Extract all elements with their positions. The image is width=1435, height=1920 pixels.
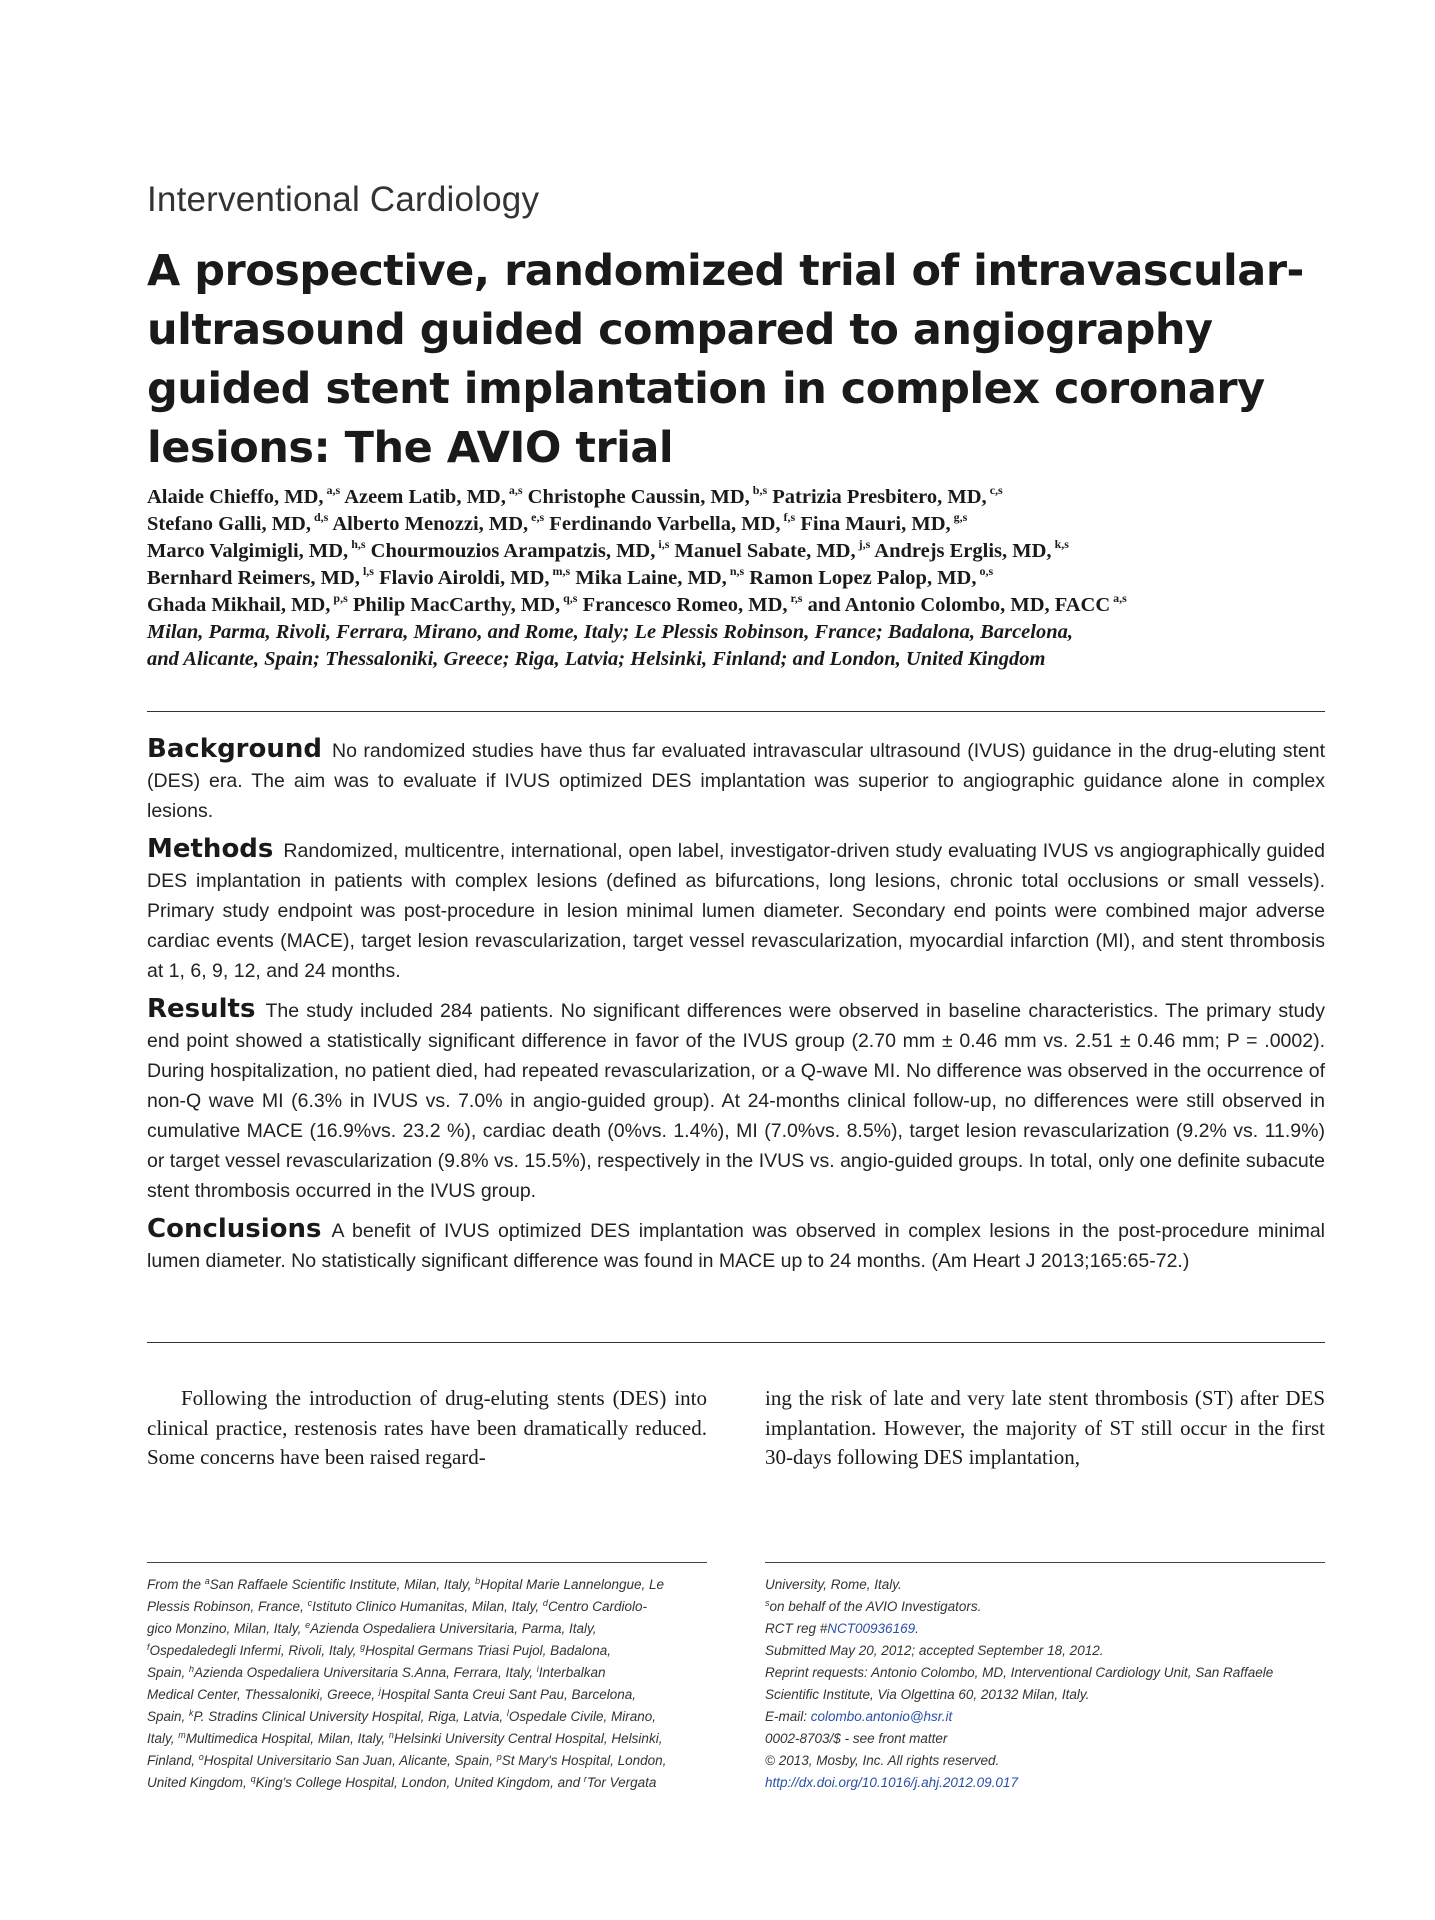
footnote-text: King's College Hospital, London, United Kingdom, and <box>255 1775 584 1790</box>
abstract-results-heading: Results <box>147 994 256 1024</box>
footnote-text: San Raffaele Scientific Institute, Milan, Italy, <box>209 1577 476 1592</box>
footnote-text: Ospedaledegli Infermi, Rivoli, Italy, <box>149 1643 361 1658</box>
footnote-text: Helsinki University Central Hospital, Helsinki, <box>393 1731 663 1746</box>
body-column-left: Following the introduction of drug-eluting stents (DES) into clinical practice, restenosis rates have been dramatically reduced. Some concerns have been raised regard- <box>147 1386 707 1469</box>
footnote-superscript: d <box>542 1598 548 1608</box>
footnote-line <box>147 1772 707 1794</box>
author-affiliation-marker: c,s <box>986 483 1003 497</box>
author-line <box>147 592 1347 619</box>
footnote-submission-dates: Submitted May 20, 2012; accepted September 18, 2012. <box>765 1643 1104 1658</box>
footnote-text: Tor Vergata <box>586 1775 657 1790</box>
footnote-superscript: c <box>307 1598 313 1608</box>
footnote-line <box>147 1596 707 1618</box>
footnote-superscript: n <box>388 1730 394 1740</box>
abstract <box>147 734 1325 1284</box>
footnote-superscript: l <box>506 1708 509 1718</box>
footnote-university: University, Rome, Italy. <box>765 1577 902 1592</box>
footnote-text: Azienda Ospedaliera Universitaria S.Anna, Ferrara, Italy, <box>194 1665 537 1680</box>
author-affiliation-marker: a,s <box>323 483 341 497</box>
abstract-results-text: The study included 284 patients. No significant differences were observed in baseline characteristics. The primary study end point showed a statistically significant difference in favor of the IVUS group (2.70 mm ± 0.46 mm vs. 2.51 ± 0.46 mm; P = .0002). During hospitalization, no patient died, had repeated revascularization, or a Q-wave MI. No difference was observed in the occurrence of non-Q wave MI (6.3% in IVUS vs. 7.0% in angio-guided group). At 24-months clinical follow-up, no differences were still observed in cumulative MACE (16.9%vs. 23.2 %), cardiac death (0%vs. 1.4%), MI (7.0%vs. 8.5%), target lesion revascularization (9.2% vs. 11.9%) or target vessel revascularization (9.8% vs. 15.5%), respectively in the IVUS vs. angio-guided groups. In total, only one definite subacute stent thrombosis occurred in the IVUS group. <box>147 1000 1325 1202</box>
author-name: Manuel Sabate, MD, <box>674 540 856 562</box>
author-name: Christophe Caussin, MD, <box>527 486 750 508</box>
author-affiliation-marker: a,s <box>505 483 523 497</box>
rct-link[interactable]: NCT00936169 <box>827 1621 916 1636</box>
footnote-text: Interbalkan <box>538 1665 606 1680</box>
abstract-conclusions-heading: Conclusions <box>147 1214 322 1244</box>
author-affiliation-marker: a,s <box>1110 591 1127 605</box>
abstract-methods-text: Randomized, multicentre, international, open label, investigator-driven study evaluating IVUS vs angiographically guided DES implantation in patients with complex lesions (defined as bifurcations, long lesions, chronic total occlusions or small vessels). Primary study endpoint was post-procedure in lesion minimal lumen diameter. Secondary end points were combined major adverse cardiac events (MACE), target lesion revascularization, target vessel revascularization, myocardial infarction (MI), and stent thrombosis at 1, 6, 9, 12, and 24 months. <box>147 840 1325 982</box>
footnote-text: Hospital Santa Creui Sant Pau, Barcelona, <box>380 1687 637 1702</box>
author-affiliation-marker: d,s <box>311 510 329 524</box>
footnote-line <box>147 1706 707 1728</box>
footnote-line <box>147 1574 707 1596</box>
footnote-text: Azienda Ospedaliera Universitaria, Parma, Italy, <box>310 1621 597 1636</box>
abstract-background <box>147 734 1325 826</box>
author-affiliation-marker: p,s <box>330 591 348 605</box>
abstract-results <box>147 994 1325 1206</box>
footnote-divider-left <box>147 1562 707 1563</box>
author-name: Andrejs Erglis, MD, <box>874 540 1052 562</box>
body-column-right: ing the risk of late and very late stent thrombosis (ST) after DES implantation. However, the majority of ST still occur in the first 30-days following DES implantation, <box>765 1386 1325 1469</box>
footnote-superscript: h <box>189 1664 195 1674</box>
footnote-text: Ospedale Civile, Mirano, <box>508 1709 656 1724</box>
author-affiliation-marker: j,s <box>855 537 871 551</box>
author-name: Flavio Airoldi, MD, <box>379 567 550 589</box>
footnote-issn: 0002-8703/$ - see front matter <box>765 1731 948 1746</box>
footnote-text: Hospital Germans Triasi Pujol, Badalona, <box>365 1643 611 1658</box>
author-name: Fina Mauri, MD, <box>800 513 951 535</box>
author-block <box>147 484 1347 673</box>
author-name: Stefano Galli, MD, <box>147 513 311 535</box>
footnote-superscript: p <box>496 1752 502 1762</box>
author-line <box>147 511 1347 538</box>
footnote-superscript: j <box>378 1686 381 1696</box>
footnote-text: Finland, <box>147 1753 199 1768</box>
footnote-copyright: © 2013, Mosby, Inc. All rights reserved. <box>765 1753 1000 1768</box>
footnote-line <box>147 1640 707 1662</box>
author-affiliation-marker: n,s <box>726 564 745 578</box>
footnote-superscript: s <box>765 1598 770 1608</box>
author-name: Patrizia Presbitero, MD, <box>772 486 987 508</box>
footnote-line <box>147 1684 707 1706</box>
author-name: Alberto Menozzi, MD, <box>332 513 529 535</box>
footnote-text: Spain, <box>147 1709 190 1724</box>
author-affiliation-marker: i,s <box>655 537 670 551</box>
footnote-reprint-requests: Reprint requests: Antonio Colombo, MD, Interventional Cardiology Unit, San Raffaele <box>765 1665 1274 1680</box>
author-name: Ramon Lopez Palop, MD, <box>749 567 977 589</box>
footnote-text: Hospital Universitario San Juan, Alicante, Spain, <box>203 1753 497 1768</box>
author-affiliation-marker: b,s <box>749 483 768 497</box>
footnote-superscript: a <box>204 1576 210 1586</box>
footnote-line <box>147 1728 707 1750</box>
author-name: Alaide Chieffo, MD, <box>147 486 324 508</box>
author-line <box>147 565 1347 592</box>
author-name: Bernhard Reimers, MD, <box>147 567 360 589</box>
article-title: A prospective, randomized trial of intravascular-ultrasound guided compared to angiography guided stent implantation in complex coronary lesions: The AVIO trial <box>147 246 1304 473</box>
footnote-superscript: i <box>536 1664 539 1674</box>
author-name: and Antonio Colombo, MD, FACC <box>807 594 1111 616</box>
footnote-rct-registration: RCT reg #NCT00936169. <box>765 1621 919 1636</box>
footnote-article-info <box>765 1574 1325 1794</box>
footnote-reprint-address: Scientific Institute, Via Olgettina 60, 20132 Milan, Italy. <box>765 1687 1090 1702</box>
author-affiliation-marker: h,s <box>348 537 366 551</box>
footnote-text: St Mary's Hospital, London, <box>501 1753 667 1768</box>
footnote-text: Multimedica Hospital, Milan, Italy, <box>185 1731 389 1746</box>
footnote-text: Plessis Robinson, France, <box>147 1599 308 1614</box>
footnote-email: E-mail: colombo.antonio@hsr.it <box>765 1709 953 1724</box>
footnote-superscript: m <box>178 1730 186 1740</box>
author-name: Marco Valgimigli, MD, <box>147 540 349 562</box>
author-name: Mika Laine, MD, <box>575 567 727 589</box>
footnote-text: Medical Center, Thessaloniki, Greece, <box>147 1687 379 1702</box>
author-affiliation-marker: r,s <box>787 591 803 605</box>
author-name: Azeem Latib, MD, <box>344 486 506 508</box>
author-name: Francesco Romeo, MD, <box>582 594 788 616</box>
author-name: Philip MacCarthy, MD, <box>352 594 561 616</box>
author-name: Chourmouzios Arampatzis, MD, <box>370 540 656 562</box>
author-affiliation-marker: k,s <box>1051 537 1069 551</box>
author-affiliation-marker: l,s <box>359 564 374 578</box>
abstract-background-heading: Background <box>147 734 322 764</box>
footnote-investigators: $^s$on behalf of the AVIO Investigators. <box>765 1598 982 1614</box>
footnote-text: Istituto Clinico Humanitas, Milan, Italy, <box>312 1599 543 1614</box>
author-affiliation-marker: o,s <box>976 564 994 578</box>
abstract-conclusions <box>147 1214 1325 1276</box>
footnote-superscript: e <box>305 1620 311 1630</box>
footnote-text: Centro Cardiolo- <box>547 1599 647 1614</box>
author-affiliation-marker: m,s <box>549 564 571 578</box>
author-affiliation-marker: g,s <box>950 510 968 524</box>
footnote-superscript: g <box>360 1642 366 1652</box>
footnote-superscript: k <box>189 1708 194 1718</box>
author-affiliation-marker: q,s <box>560 591 578 605</box>
author-name: Ferdinando Varbella, MD, <box>549 513 781 535</box>
footnote-superscript: r <box>583 1774 587 1784</box>
footnote-line <box>147 1662 707 1684</box>
footnote-line <box>147 1618 707 1640</box>
doi-link[interactable]: http://dx.doi.org/10.1016/j.ahj.2012.09.017 <box>765 1775 1018 1790</box>
footnote-superscript: f <box>147 1642 150 1652</box>
footnote-affiliations <box>147 1574 707 1794</box>
footnote-text: Hopital Marie Lannelongue, Le <box>480 1577 665 1592</box>
author-affiliation-marker: f,s <box>780 510 796 524</box>
bottom-divider <box>147 1342 1325 1343</box>
footnote-superscript: o <box>198 1752 204 1762</box>
author-name: Ghada Mikhail, MD, <box>147 594 331 616</box>
author-affiliation-marker: e,s <box>528 510 545 524</box>
footnote-line <box>147 1750 707 1772</box>
affiliation-line-1: Milan, Parma, Rivoli, Ferrara, Mirano, and Rome, Italy; Le Plessis Robinson, France; Badalona, Barcelona, <box>147 621 1074 643</box>
abstract-methods-heading: Methods <box>147 834 274 864</box>
footnote-superscript: q <box>250 1774 256 1784</box>
footnote-text: United Kingdom, <box>147 1775 251 1790</box>
footnote-text: Spain, <box>147 1665 190 1680</box>
author-line <box>147 484 1347 511</box>
abstract-methods <box>147 834 1325 986</box>
top-divider <box>147 711 1325 712</box>
footnote-text: gico Monzino, Milan, Italy, <box>147 1621 306 1636</box>
footnote-divider-right <box>765 1562 1325 1563</box>
abstract-background-text: No randomized studies have thus far evaluated intravascular ultrasound (IVUS) guidance in the drug-eluting stent (DES) era. The aim was to evaluate if IVUS optimized DES implantation was superior to angiographic guidance alone in complex lesions. <box>147 740 1325 822</box>
email-link[interactable]: colombo.antonio@hsr.it <box>810 1709 953 1724</box>
footnote-text: Italy, <box>147 1731 179 1746</box>
footnote-text: From the <box>147 1577 205 1592</box>
footnote-superscript: b <box>475 1576 481 1586</box>
footnote-text: P. Stradins Clinical University Hospital, Riga, Latvia, <box>193 1709 507 1724</box>
author-list <box>147 484 1347 619</box>
author-line <box>147 538 1347 565</box>
abstract-conclusions-text: A benefit of IVUS optimized DES implantation was observed in complex lesions in the post-procedure minimal lumen diameter. No statistically significant difference was found in MACE up to 24 months. (Am Heart J 2013;165:65-72.) <box>147 1220 1325 1272</box>
section-label: Interventional Cardiology <box>147 180 540 219</box>
affiliation-line-2: and Alicante, Spain; Thessaloniki, Greece; Riga, Latvia; Helsinki, Finland; and London, United Kingdom <box>147 648 1046 670</box>
